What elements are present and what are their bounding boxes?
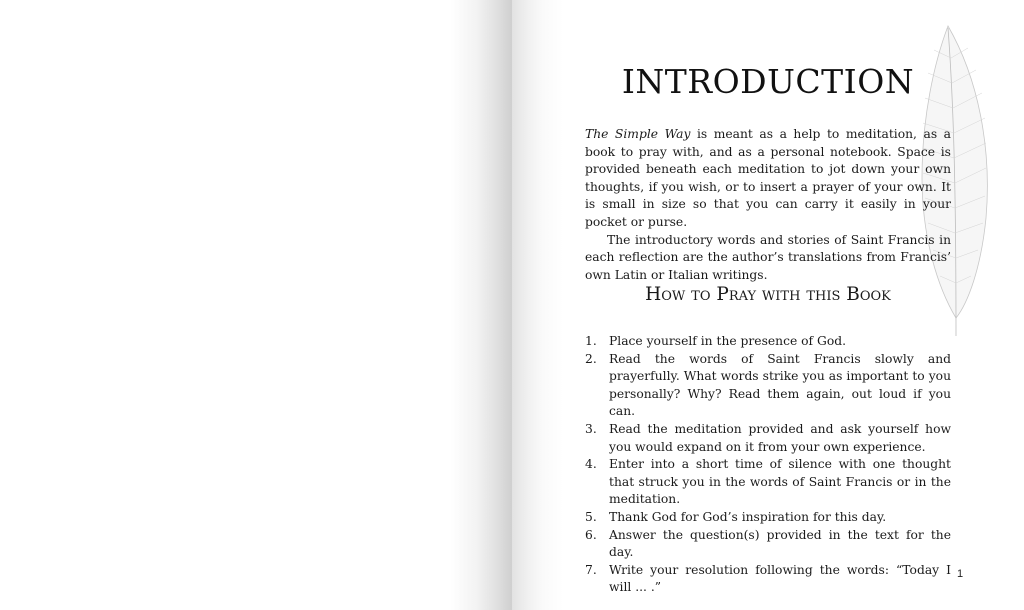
intro-paragraph-2: The introductory words and stories of Saint Francis in each reflection are the author’s translations from Francis’ own Latin or Italian writings. xyxy=(585,232,951,282)
step-text: Enter into a short time of silence with one thought that struck you in the words of Saint Francis or in the meditation. xyxy=(609,457,951,507)
step-text: Thank God for God’s inspiration for this day. xyxy=(609,509,887,524)
step-number: 3. xyxy=(585,421,597,436)
list-item xyxy=(585,509,951,527)
page-number: 1 xyxy=(956,568,964,580)
intro-paragraph-1 xyxy=(585,126,951,232)
book-title: The Simple Way xyxy=(585,127,691,141)
intro-text xyxy=(585,126,951,284)
list-item xyxy=(585,421,951,456)
step-number: 5. xyxy=(585,509,597,524)
step-number: 1. xyxy=(585,334,597,348)
list-item xyxy=(585,527,951,562)
steps-list xyxy=(585,333,951,597)
step-number: 2. xyxy=(585,351,597,366)
list-item xyxy=(585,562,951,597)
step-text: Place yourself in the presence of God. xyxy=(609,334,847,348)
list-item xyxy=(585,351,951,421)
intro-paragraph-1-text: is meant as a help to meditation, as a book to pray with, and as a personal notebook. Space is provided beneath each meditation to jot down your own thoughts, if you wish, or to insert a prayer of your own. It is small in size so that you can carry it easily in your pocket or purse. xyxy=(585,127,952,229)
step-text: Write your resolution following the words: “Today I will ... .” xyxy=(609,562,951,595)
section-heading: How to Pray with this Book xyxy=(645,284,891,305)
list-item xyxy=(585,333,951,351)
step-text: Read the meditation provided and ask yourself how you would expand on it from your own experience. xyxy=(609,421,951,454)
step-number: 4. xyxy=(585,457,597,472)
step-text: Answer the question(s) provided in the text for the day. xyxy=(609,527,951,560)
page-title: INTRODUCTION xyxy=(621,62,915,101)
list-item xyxy=(585,456,951,509)
step-text: Read the words of Saint Francis slowly and prayerfully. What words strike you as important to you personally? Why? Read them again, out loud if you can. xyxy=(609,351,951,419)
step-number: 7. xyxy=(585,562,597,577)
step-number: 6. xyxy=(585,527,597,542)
